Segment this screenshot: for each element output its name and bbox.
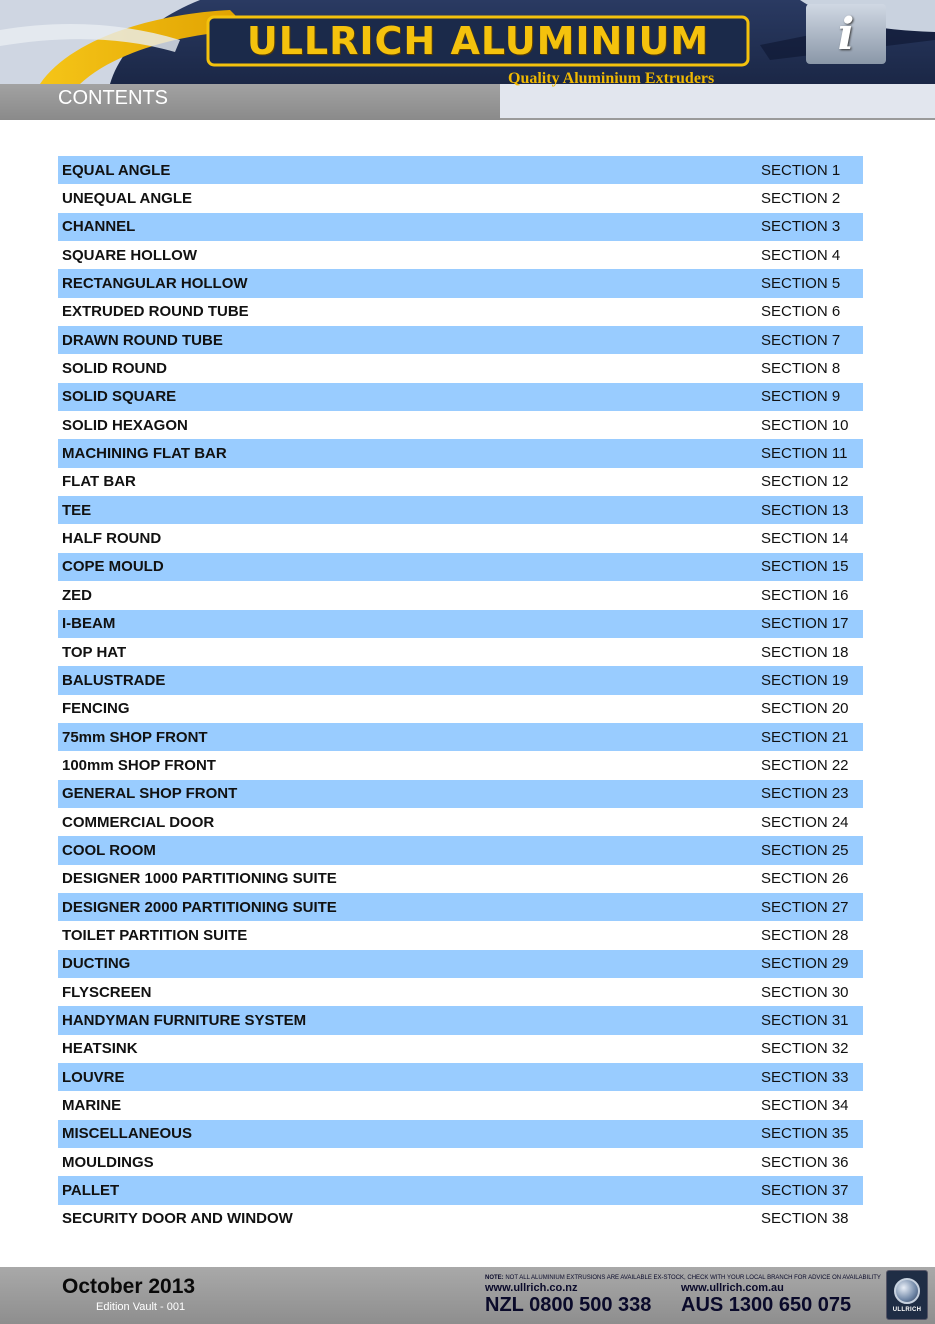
globe-logo-icon — [886, 1270, 928, 1320]
contact-block — [485, 1274, 881, 1324]
toc-section-number: SECTION 31 — [761, 1011, 849, 1029]
toc-row[interactable] — [58, 836, 863, 864]
toc-section-number: SECTION 1 — [761, 161, 841, 179]
toc-row[interactable] — [58, 865, 863, 893]
toc-title: MARINE — [62, 1097, 122, 1115]
note-text: NOT ALL ALUMINIUM EXTRUSIONS ARE AVAILABLE EX-STOCK, CHECK WITH YOUR LOCAL BRANCH FOR ADVICE ON AVAILABILITY — [503, 1275, 881, 1281]
info-icon[interactable]: i — [806, 4, 886, 64]
toc-title: DESIGNER 1000 PARTITIONING SUITE — [62, 870, 337, 888]
toc-section-number: SECTION 34 — [761, 1097, 849, 1115]
toc-section-number: SECTION 25 — [761, 841, 849, 859]
toc-title: TEE — [62, 501, 92, 519]
toc-section-number: SECTION 33 — [761, 1068, 849, 1086]
toc-section-number: SECTION 24 — [761, 813, 849, 831]
toc-row[interactable] — [58, 638, 863, 666]
toc-section-number: SECTION 38 — [761, 1210, 849, 1228]
toc-title: DESIGNER 2000 PARTITIONING SUITE — [62, 898, 337, 916]
toc-row[interactable] — [58, 439, 863, 467]
brand-title: ULLRICH ALUMINIUM — [246, 19, 710, 63]
edition-number: Edition Vault - 001 — [96, 1301, 186, 1313]
toc-section-number: SECTION 6 — [761, 303, 841, 321]
toc-row[interactable] — [58, 1176, 863, 1204]
toc-section-number: SECTION 37 — [761, 1182, 849, 1200]
toc-section-number: SECTION 9 — [761, 388, 841, 406]
toc-section-number: SECTION 32 — [761, 1040, 849, 1058]
toc-row[interactable] — [58, 241, 863, 269]
toc-row[interactable] — [58, 581, 863, 609]
toc-title: BALUSTRADE — [62, 671, 166, 689]
toc-section-number: SECTION 29 — [761, 955, 849, 973]
toc-row[interactable] — [58, 751, 863, 779]
toc-title: SQUARE HOLLOW — [62, 246, 197, 264]
page-header — [0, 0, 935, 120]
toc-title: FLYSCREEN — [62, 983, 152, 1001]
toc-section-number: SECTION 3 — [761, 218, 841, 236]
edition-date: October 2013 — [62, 1275, 196, 1298]
page-title: CONTENTS — [58, 87, 168, 109]
toc-section-number: SECTION 28 — [761, 926, 849, 944]
toc-section-number: SECTION 4 — [761, 246, 841, 264]
toc-section-number: SECTION 15 — [761, 558, 849, 576]
phone-au: AUS 1300 650 075 — [681, 1294, 852, 1316]
toc-section-number: SECTION 20 — [761, 700, 849, 718]
toc-title: SOLID HEXAGON — [62, 416, 188, 434]
toc-title: LOUVRE — [62, 1068, 125, 1086]
toc-title: I-BEAM — [62, 615, 116, 633]
toc-row[interactable] — [58, 354, 863, 382]
toc-title: HEATSINK — [62, 1040, 138, 1058]
toc-title: SOLID SQUARE — [62, 388, 177, 406]
toc-title: RECTANGULAR HOLLOW — [62, 275, 248, 293]
toc-title: UNEQUAL ANGLE — [62, 190, 193, 208]
toc-row[interactable] — [58, 156, 863, 184]
toc-row[interactable] — [58, 666, 863, 694]
toc-section-number: SECTION 26 — [761, 870, 849, 888]
toc-row[interactable] — [58, 893, 863, 921]
toc-row[interactable] — [58, 950, 863, 978]
toc-section-number: SECTION 27 — [761, 898, 849, 916]
toc-title: PALLET — [62, 1182, 120, 1200]
toc-row[interactable] — [58, 1091, 863, 1119]
toc-title: MOULDINGS — [62, 1153, 154, 1171]
toc-section-number: SECTION 21 — [761, 728, 849, 746]
toc-row[interactable] — [58, 524, 863, 552]
toc-row[interactable] — [58, 1120, 863, 1148]
toc-section-number: SECTION 35 — [761, 1125, 849, 1143]
toc-title: TOP HAT — [62, 643, 127, 661]
toc-title: ZED — [62, 586, 92, 604]
toc-title: MISCELLANEOUS — [62, 1125, 193, 1143]
toc-title: COMMERCIAL DOOR — [62, 813, 215, 831]
toc-section-number: SECTION 7 — [761, 331, 841, 349]
toc-section-number: SECTION 16 — [761, 586, 849, 604]
toc-section-number: SECTION 11 — [761, 445, 848, 463]
toc-title: HANDYMAN FURNITURE SYSTEM — [62, 1011, 307, 1029]
toc-row[interactable] — [58, 610, 863, 638]
toc-row[interactable] — [58, 695, 863, 723]
toc-row[interactable] — [58, 1148, 863, 1176]
toc-title: EQUAL ANGLE — [62, 161, 171, 179]
toc-row[interactable] — [58, 383, 863, 411]
toc-section-number: SECTION 13 — [761, 501, 849, 519]
website-au-link[interactable]: www.ullrich.com.au — [681, 1282, 784, 1294]
logo-word: ULLRICH — [892, 1306, 922, 1313]
toc-title: GENERAL SHOP FRONT — [62, 785, 238, 803]
toc-title: COOL ROOM — [62, 841, 156, 859]
website-nz-link[interactable]: www.ullrich.co.nz — [485, 1282, 578, 1294]
toc-section-number: SECTION 12 — [761, 473, 849, 491]
toc-title: CHANNEL — [62, 218, 136, 236]
toc-section-number: SECTION 10 — [761, 416, 849, 434]
toc-row[interactable] — [58, 1006, 863, 1034]
toc-row[interactable] — [58, 184, 863, 212]
toc-row[interactable] — [58, 326, 863, 354]
toc-row[interactable] — [58, 1063, 863, 1091]
phone-nz: NZL 0800 500 338 — [485, 1294, 652, 1316]
toc-row[interactable] — [58, 978, 863, 1006]
toc-row[interactable] — [58, 496, 863, 524]
toc-row[interactable] — [58, 921, 863, 949]
toc-row[interactable] — [58, 1205, 863, 1233]
toc-title: HALF ROUND — [62, 530, 162, 548]
toc-row[interactable] — [58, 468, 863, 496]
toc-section-number: SECTION 14 — [761, 530, 849, 548]
toc-row[interactable] — [58, 213, 863, 241]
toc-section-number: SECTION 2 — [761, 190, 841, 208]
toc-title: DUCTING — [62, 955, 131, 973]
toc-section-number: SECTION 8 — [761, 360, 841, 378]
toc-title: TOILET PARTITION SUITE — [62, 926, 248, 944]
toc-title: SECURITY DOOR AND WINDOW — [62, 1210, 293, 1228]
toc-section-number: SECTION 19 — [761, 671, 849, 689]
toc-section-number: SECTION 5 — [761, 275, 841, 293]
toc-title: FLAT BAR — [62, 473, 136, 491]
toc-row[interactable] — [58, 1035, 863, 1063]
toc-section-number: SECTION 36 — [761, 1153, 849, 1171]
toc-row[interactable] — [58, 553, 863, 581]
toc-title: EXTRUDED ROUND TUBE — [62, 303, 249, 321]
globe-icon — [894, 1278, 920, 1304]
toc-title: 100mm SHOP FRONT — [62, 756, 216, 774]
table-of-contents — [58, 156, 863, 1233]
toc-title: COPE MOULD — [62, 558, 164, 576]
toc-row[interactable] — [58, 298, 863, 326]
toc-row[interactable] — [58, 723, 863, 751]
toc-title: 75mm SHOP FRONT — [62, 728, 208, 746]
availability-note — [485, 1274, 881, 1282]
toc-row[interactable] — [58, 411, 863, 439]
page-footer — [0, 1267, 935, 1324]
toc-title: DRAWN ROUND TUBE — [62, 331, 223, 349]
toc-row[interactable] — [58, 269, 863, 297]
toc-section-number: SECTION 17 — [761, 615, 849, 633]
brand-tagline: Quality Aluminium Extruders — [508, 70, 715, 87]
toc-title: SOLID ROUND — [62, 360, 167, 378]
toc-section-number: SECTION 22 — [761, 756, 849, 774]
toc-section-number: SECTION 30 — [761, 983, 849, 1001]
toc-section-number: SECTION 23 — [761, 785, 849, 803]
toc-row[interactable] — [58, 808, 863, 836]
toc-row[interactable] — [58, 780, 863, 808]
toc-section-number: SECTION 18 — [761, 643, 849, 661]
toc-title: FENCING — [62, 700, 130, 718]
toc-title: MACHINING FLAT BAR — [62, 445, 227, 463]
note-label: NOTE: — [485, 1275, 504, 1281]
